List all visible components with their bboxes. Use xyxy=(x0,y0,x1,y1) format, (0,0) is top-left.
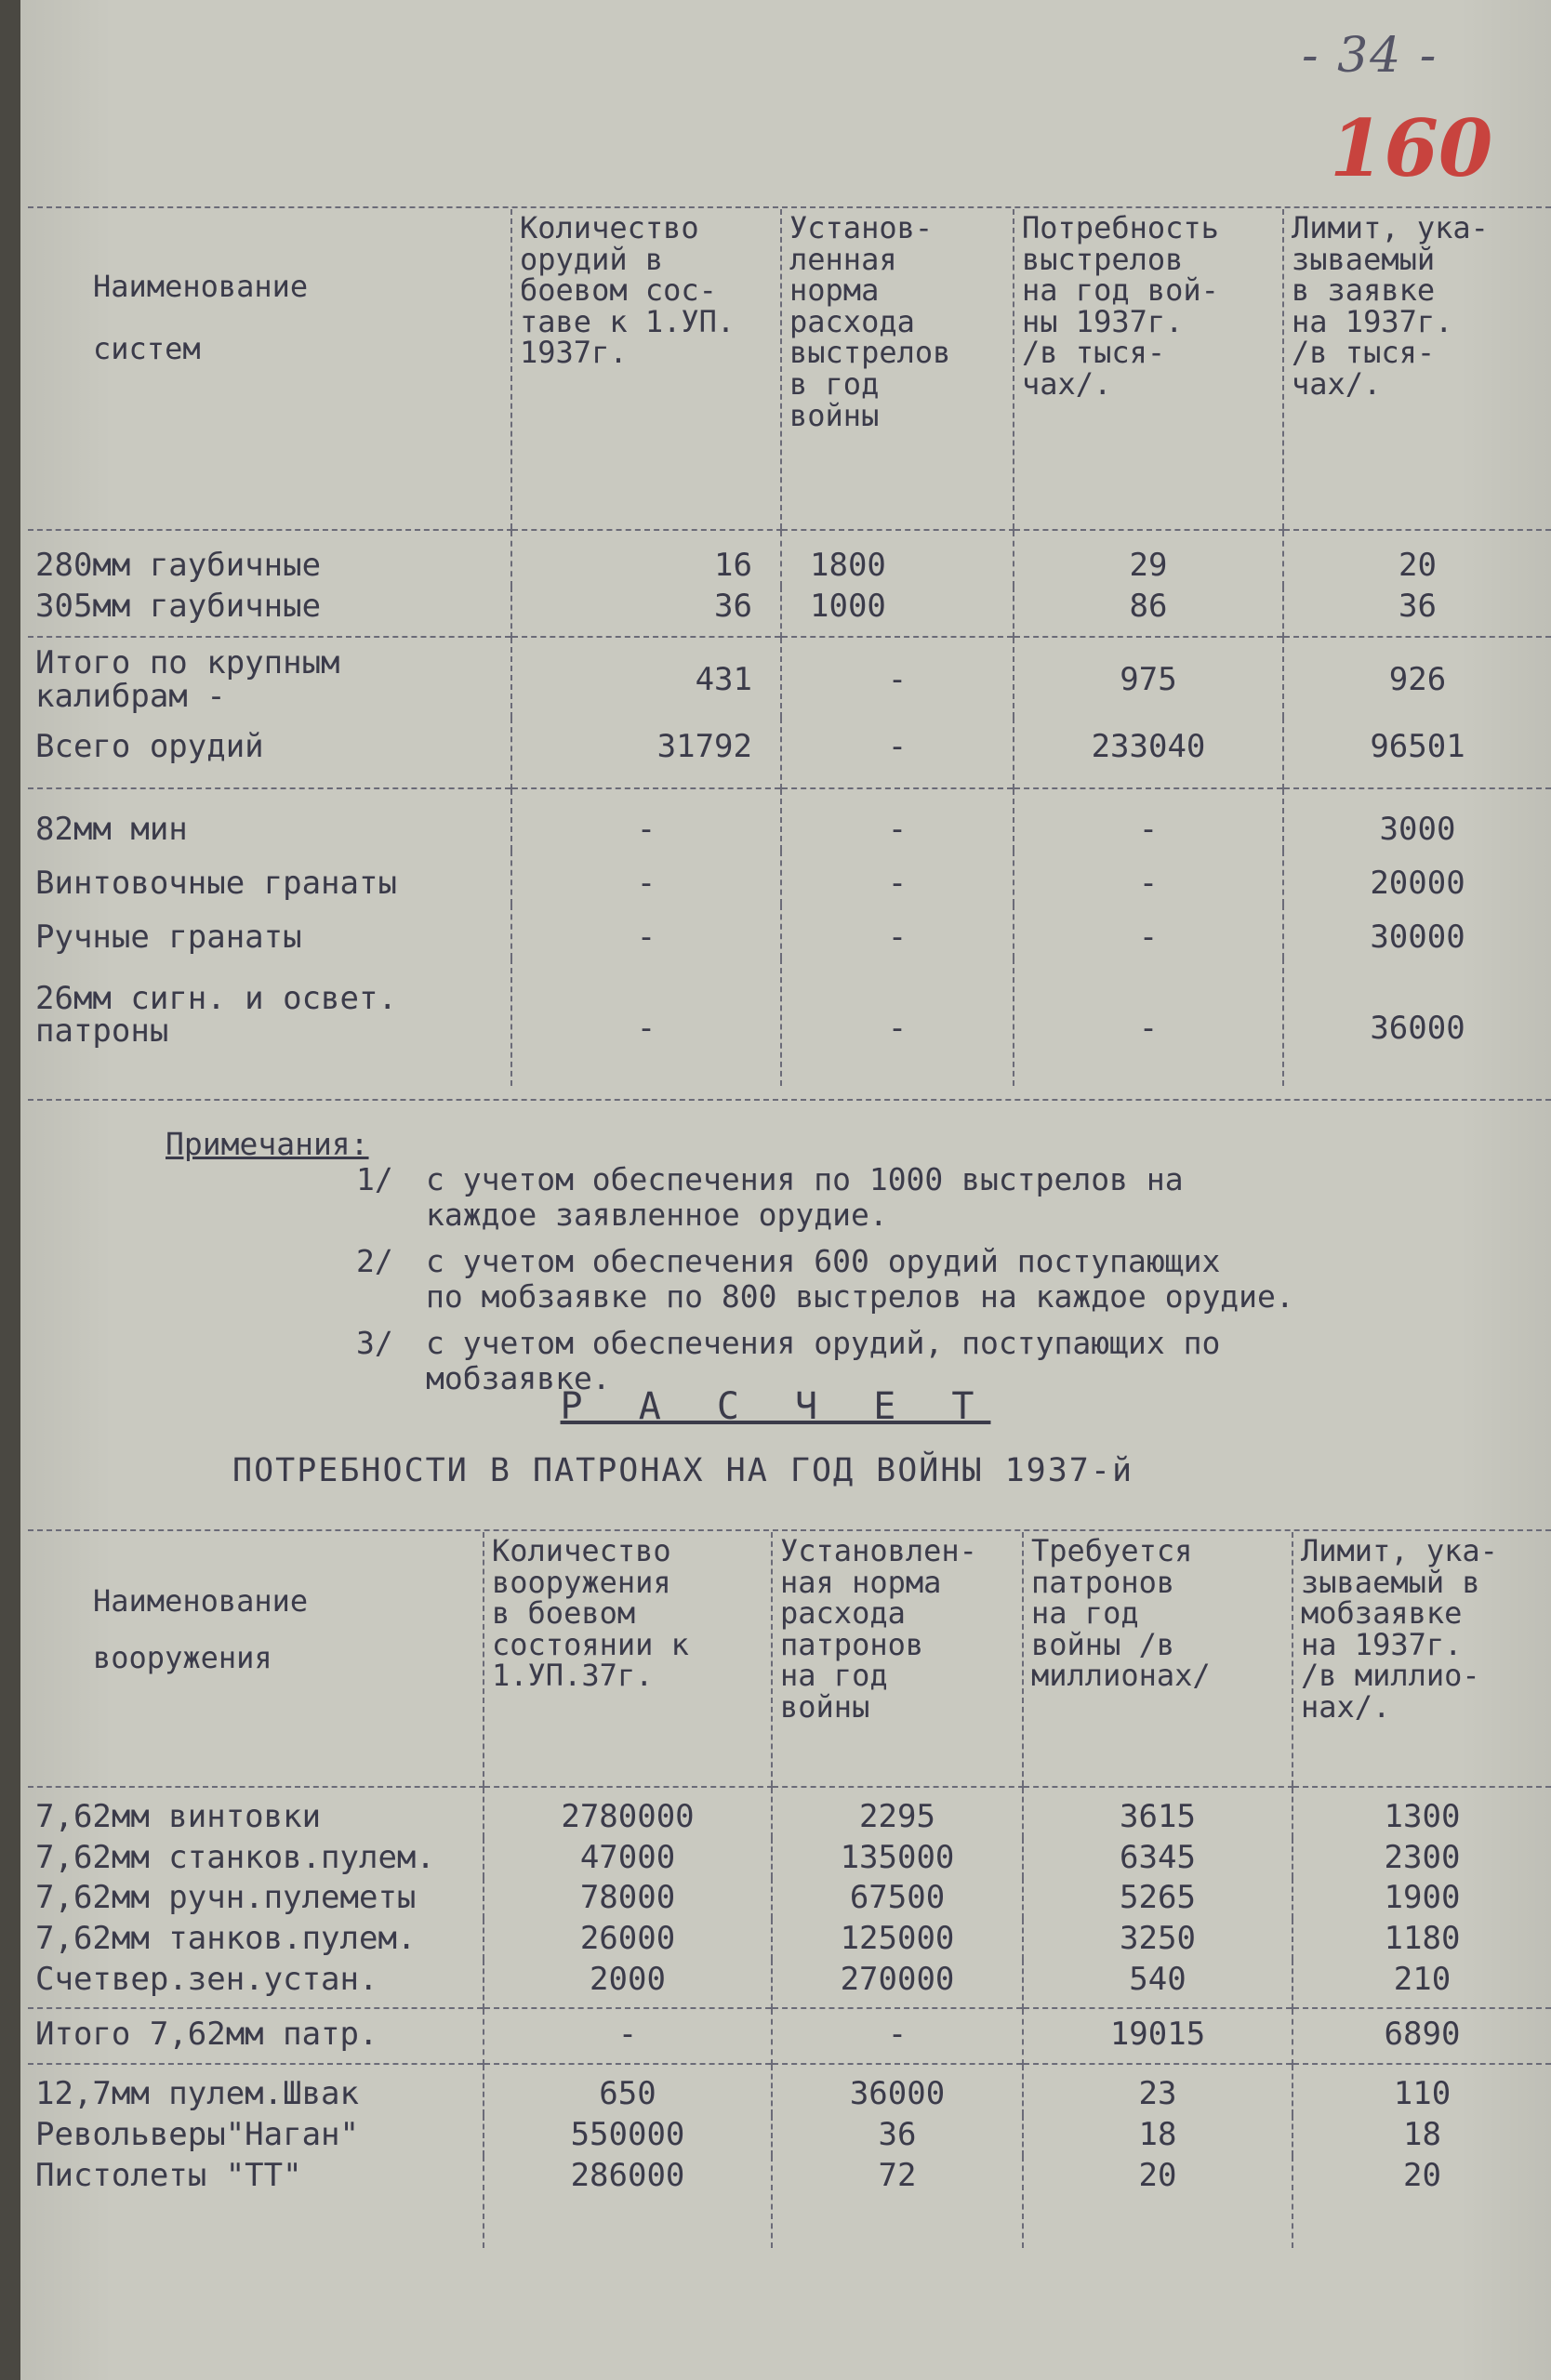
cell-limit: 96501 xyxy=(1283,718,1551,789)
cell-norm: 72 xyxy=(772,2156,1023,2249)
cell-norm: - xyxy=(781,851,1014,905)
cell-norm: 36 xyxy=(772,2115,1023,2156)
table1-header-name: Наименование систем xyxy=(93,269,309,367)
row-name: Счетвер.зен.устан. xyxy=(35,1960,378,1998)
cell-count: 650 xyxy=(484,2064,772,2115)
table1-header-norm: Установ- ленная норма расхода выстрелов в год войны xyxy=(789,210,951,433)
table-row xyxy=(28,718,1551,789)
calc-subtitle: ПОТРЕБНОСТИ В ПАТРОНАХ НА ГОД ВОЙНЫ 1937-й xyxy=(232,1452,1134,1489)
table-row xyxy=(28,587,1551,638)
table-row xyxy=(28,2064,1551,2115)
cell-count: - xyxy=(511,905,781,959)
cell-norm: - xyxy=(781,959,1014,1086)
cell-norm: 1800 xyxy=(781,530,1014,587)
cell-count: 36 xyxy=(511,587,781,638)
cell-norm: 1000 xyxy=(781,587,1014,638)
table2-header-count: Количество вооружения в боевом состоянии к 1.УП.37г. xyxy=(492,1533,689,1694)
cell-limit: 18 xyxy=(1292,2115,1551,2156)
cell-count: - xyxy=(511,851,781,905)
row-name: Всего орудий xyxy=(35,727,264,765)
cell-norm: 36000 xyxy=(772,2064,1023,2115)
row-name: 7,62мм винтовки xyxy=(35,1798,322,1835)
cell-need: 3250 xyxy=(1023,1919,1292,1960)
table2-header-name: Наименование вооружения xyxy=(93,1583,309,1675)
table2-header-need: Требуется патронов на год войны /в миллионах/ xyxy=(1031,1533,1211,1694)
cell-need: 540 xyxy=(1023,1960,1292,2009)
cell-count: 26000 xyxy=(484,1919,772,1960)
cartridge-table xyxy=(28,1532,1551,2248)
table1-header-need: Потребность выстрелов на год вой- ны 1937г. /в тыся- чах/. xyxy=(1022,210,1219,402)
cell-limit: 2300 xyxy=(1292,1838,1551,1879)
cell-need: 19015 xyxy=(1023,2008,1292,2064)
table-row xyxy=(28,905,1551,959)
cell-limit: 1300 xyxy=(1292,1787,1551,1838)
cell-need: 86 xyxy=(1014,587,1283,638)
row-name: Ручные гранаты xyxy=(35,918,302,956)
row-name: 280мм гаубичные xyxy=(35,547,322,584)
table2-header-norm: Установлен- ная норма расхода патронов на год войны xyxy=(780,1533,977,1725)
table1-top-rule xyxy=(28,206,1551,208)
cell-count: 550000 xyxy=(484,2115,772,2156)
row-name: 7,62мм ручн.пулеметы xyxy=(35,1879,417,1917)
cell-limit: 36 xyxy=(1283,587,1551,638)
cell-count: - xyxy=(511,788,781,851)
cell-norm: 125000 xyxy=(772,1919,1023,1960)
table-row xyxy=(28,1878,1551,1919)
cell-limit: 1900 xyxy=(1292,1878,1551,1919)
cell-need: - xyxy=(1014,788,1283,851)
note-item xyxy=(356,1290,1551,1396)
table-row xyxy=(28,1919,1551,1960)
table1-header-row xyxy=(28,209,1551,530)
note-text: с учетом обеспечения по 1000 выстрелов на каждое заявленное орудие. xyxy=(426,1160,1184,1233)
row-name: Револьверы"Наган" xyxy=(35,2115,359,2153)
note-text: с учетом обеспечения орудий, поступающих по мобзаявке. xyxy=(426,1324,1221,1396)
table-row xyxy=(28,637,1551,717)
row-name: 26мм сигн. и освет. патроны xyxy=(35,979,397,1051)
cell-need: 20 xyxy=(1023,2156,1292,2249)
cell-need: 29 xyxy=(1014,530,1283,587)
cell-norm: - xyxy=(781,905,1014,959)
cell-norm: 67500 xyxy=(772,1878,1023,1919)
row-name: Итого по крупным калибрам - xyxy=(35,644,340,716)
table2-header-limit: Лимит, ука- зываемый в мобзаявке на 1937г. /в миллио- нах/. xyxy=(1301,1533,1498,1725)
cell-norm: - xyxy=(781,637,1014,717)
table-row xyxy=(28,2115,1551,2156)
cell-limit: 20000 xyxy=(1283,851,1551,905)
table-row xyxy=(28,530,1551,587)
table-row xyxy=(28,1960,1551,2009)
cell-limit: 110 xyxy=(1292,2064,1551,2115)
ammo-table-systems xyxy=(28,209,1551,1086)
cell-norm: 270000 xyxy=(772,1960,1023,2009)
table1-bottom-rule xyxy=(28,1099,1551,1101)
row-name: 82мм мин xyxy=(35,811,188,849)
cell-limit: 30000 xyxy=(1283,905,1551,959)
table-row xyxy=(28,851,1551,905)
cell-need: 975 xyxy=(1014,637,1283,717)
cell-norm: - xyxy=(772,2008,1023,2064)
cell-norm: 135000 xyxy=(772,1838,1023,1879)
table-row xyxy=(28,788,1551,851)
cell-need: 5265 xyxy=(1023,1878,1292,1919)
cell-count: - xyxy=(484,2008,772,2064)
row-name: Пистолеты "ТТ" xyxy=(35,2156,302,2194)
cell-need: 18 xyxy=(1023,2115,1292,2156)
calc-title: Р А С Ч Е Т xyxy=(560,1385,991,1428)
cell-limit: 20 xyxy=(1283,530,1551,587)
table1-header-limit: Лимит, ука- зываемый в заявке на 1937г. /в тыся- чах/. xyxy=(1292,210,1489,402)
cell-count: 2780000 xyxy=(484,1787,772,1838)
cell-need: 3615 xyxy=(1023,1787,1292,1838)
cell-count: 2000 xyxy=(484,1960,772,2009)
row-name: 7,62мм станков.пулем. xyxy=(35,1838,435,1876)
table1-header-count: Количество орудий в боевом сос- таве к 1.УП. 1937г. xyxy=(520,210,736,371)
cell-need: - xyxy=(1014,851,1283,905)
cell-need: - xyxy=(1014,905,1283,959)
note-number: 1/ xyxy=(356,1160,393,1197)
cell-limit: 20 xyxy=(1292,2156,1551,2249)
note-number: 3/ xyxy=(356,1324,393,1361)
cell-count: 286000 xyxy=(484,2156,772,2249)
page-number-red: 160 xyxy=(1330,102,1493,194)
cell-count: 16 xyxy=(511,530,781,587)
cell-norm: - xyxy=(781,718,1014,789)
table2-header-row xyxy=(28,1532,1551,1787)
cell-need: 6345 xyxy=(1023,1838,1292,1879)
cell-norm: 2295 xyxy=(772,1787,1023,1838)
row-name: 305мм гаубичные xyxy=(35,587,322,625)
row-name: Итого 7,62мм патр. xyxy=(35,2016,378,2054)
table-row xyxy=(28,1787,1551,1838)
table2-top-rule xyxy=(28,1529,1551,1531)
cell-count: 47000 xyxy=(484,1838,772,1879)
note-text: с учетом обеспечения 600 орудий поступающих по мобзаявке по 800 выстрелов на каждое орудие. xyxy=(426,1242,1294,1315)
notes-label: Примечания: xyxy=(166,1126,369,1162)
table-row xyxy=(28,2156,1551,2249)
table-row xyxy=(28,959,1551,1086)
cell-count: 431 xyxy=(511,637,781,717)
cell-limit: 6890 xyxy=(1292,2008,1551,2064)
page-number-typed: - 34 - xyxy=(1302,28,1438,84)
cell-need: - xyxy=(1014,959,1283,1086)
cell-norm: - xyxy=(781,788,1014,851)
cell-limit: 210 xyxy=(1292,1960,1551,2009)
cell-limit: 926 xyxy=(1283,637,1551,717)
table-row xyxy=(28,1838,1551,1879)
note-number: 2/ xyxy=(356,1242,393,1279)
cell-count: - xyxy=(511,959,781,1086)
table-row xyxy=(28,2008,1551,2064)
cell-count: 31792 xyxy=(511,718,781,789)
row-name: 7,62мм танков.пулем. xyxy=(35,1920,417,1958)
cell-limit: 36000 xyxy=(1283,959,1551,1086)
cell-need: 23 xyxy=(1023,2064,1292,2115)
binding-edge xyxy=(0,0,20,2380)
cell-limit: 3000 xyxy=(1283,788,1551,851)
cell-limit: 1180 xyxy=(1292,1919,1551,1960)
row-name: 12,7мм пулем.Швак xyxy=(35,2075,359,2113)
cell-count: 78000 xyxy=(484,1878,772,1919)
row-name: Винтовочные гранаты xyxy=(35,865,397,903)
cell-need: 233040 xyxy=(1014,718,1283,789)
